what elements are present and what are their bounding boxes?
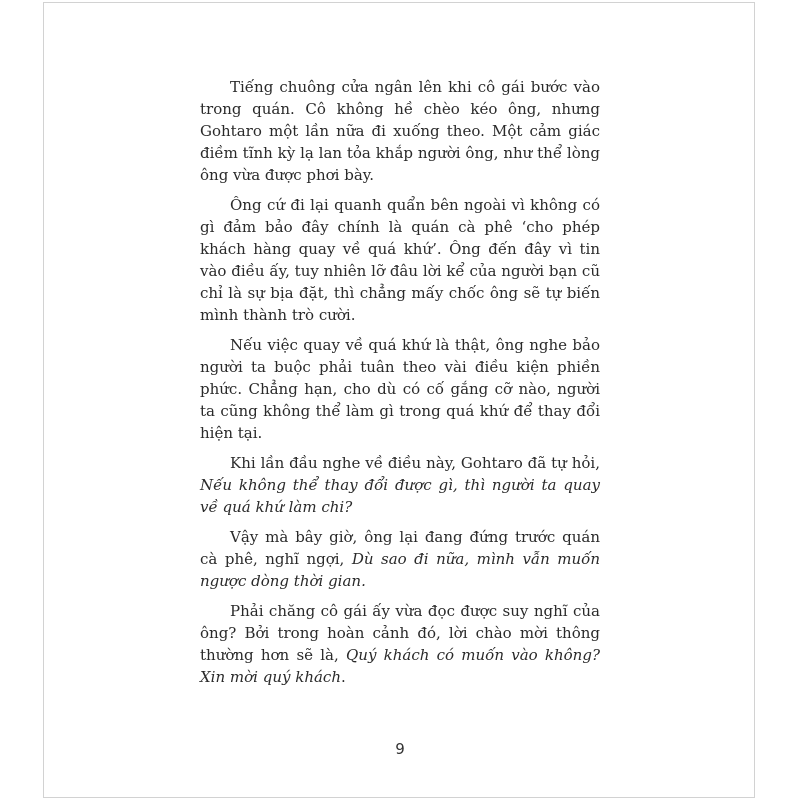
paragraph-text: Nếu việc quay về quá khứ là thật, ông nghe bảo người ta buộc phải tuân theo vài điều kiện phiền phức. Chẳng hạn, cho dù có cố gắng cỡ nào, người ta cũng không thể làm gì trong quá khứ để thay đổi hiện tại. (200, 336, 600, 442)
paragraph-text: Vậy mà bây giờ, ông lại đang đứng trước quán cà phê, nghĩ ngợi, (200, 528, 600, 568)
paragraph-italic-text: Quý khách có muốn vào không? Xin mời quý khách (200, 646, 600, 686)
page-number: 9 (395, 740, 405, 758)
paragraph-text: Khi lần đầu nghe về điều này, Gohtaro đã tự hỏi, (230, 454, 600, 472)
paragraph-text: Phải chăng cô gái ấy vừa đọc được suy nghĩ của ông? Bởi trong hoàn cảnh đó, lời chào mời thông thường hơn sẽ là, (200, 602, 600, 664)
paragraph-text: . (340, 668, 346, 686)
paragraph-text: Ông cứ đi lại quanh quẩn bên ngoài vì không có gì đảm bảo đây chính là quán cà phê ‘cho phép khách hàng quay về quá khứ’. Ông đến đây vì tin vào điều ấy, tuy nhiên lỡ đâu lời kể của người bạn cũ chỉ là sự bịa đặt, thì chẳng mấy chốc ông sẽ tự biến mình thành trò cười. (200, 196, 600, 324)
paragraph-5 (200, 526, 600, 592)
paragraph-1 (200, 76, 600, 186)
paragraph-italic-text: Nếu không thể thay đổi được gì, thì người ta quay về quá khứ làm chi? (200, 476, 600, 516)
paragraph-text: Tiếng chuông cửa ngân lên khi cô gái bước vào trong quán. Cô không hề chèo kéo ông, nhưng Gohtaro một lần nữa đi xuống theo. Một cảm giác điềm tĩnh kỳ lạ lan tỏa khắp người ông, như thể lòng ông vừa được phơi bày. (200, 78, 600, 184)
paragraph-6 (200, 600, 600, 688)
paragraph-italic-text: Dù sao đi nữa, mình vẫn muốn ngược dòng thời gian. (200, 550, 600, 590)
paragraph-3 (200, 334, 600, 444)
body-text (200, 76, 600, 696)
paragraph-2 (200, 194, 600, 326)
paragraph-4 (200, 452, 600, 518)
